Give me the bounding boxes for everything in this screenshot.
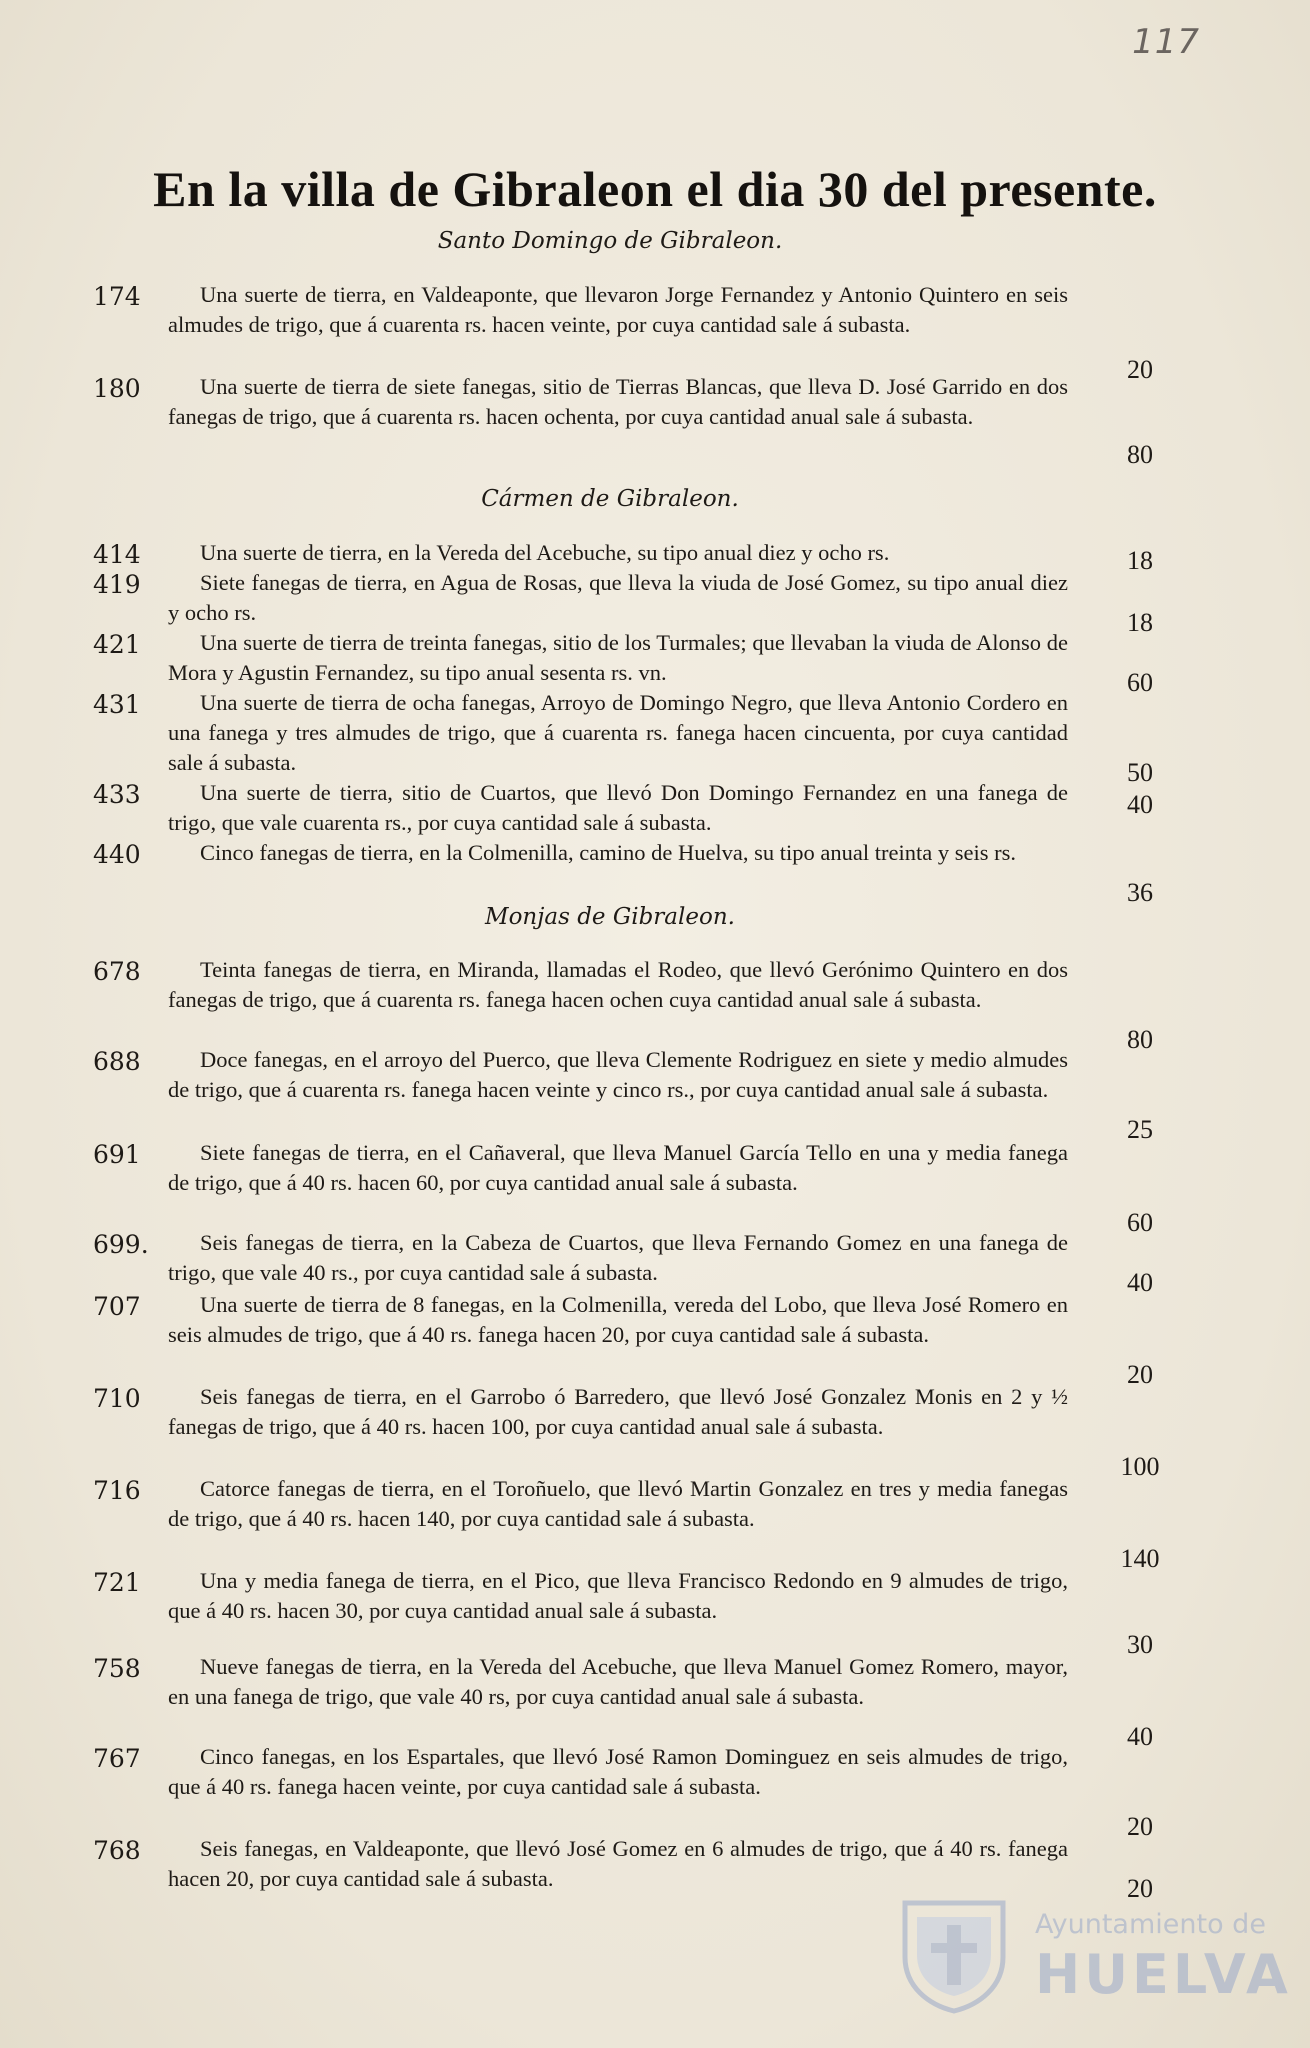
entry-number: 767	[93, 1744, 141, 1773]
entry-number: 691	[93, 1140, 141, 1169]
entry-text: Una y media fanega de tierra, en el Pico, que lleva Francisco Redondo en 9 almudes de trigo, que á 40 rs. hacen 30, por cuya cantidad anual sale á subasta.	[168, 1568, 1068, 1623]
entry-number: 768	[93, 1836, 141, 1865]
entry-amount: 18	[1127, 546, 1153, 575]
entry-amount: 140	[1120, 1544, 1160, 1573]
entry-amount: 50	[1127, 758, 1153, 787]
entry-number: 180	[93, 374, 141, 403]
entry-number: 678	[93, 957, 141, 986]
watermark-line1: Ayuntamiento de	[1035, 1909, 1266, 1940]
entry-amount: 60	[1127, 668, 1153, 697]
entry-text: Doce fanegas, en el arroyo del Puerco, que lleva Clemente Rodriguez en siete y medio almudes de trigo, que á cuarenta rs. fanega hacen veinte y cinco rs., por cuya cantidad anual sale á subasta.	[168, 1047, 1068, 1102]
entry-number: 174	[93, 282, 141, 311]
entry-text: Cinco fanegas de tierra, en la Colmenilla, camino de Huelva, su tipo anual treinta y seis rs.	[200, 840, 1016, 865]
entry-amount: 36	[1127, 878, 1153, 907]
coat-of-arms-icon	[895, 1895, 1013, 2015]
entry-text: Teinta fanegas de tierra, en Miranda, llamadas el Rodeo, que llevó Gerónimo Quintero en dos fanegas de trigo, que á cuarenta rs. fanega hacen ochen cuya cantidad anual sale á subasta.	[168, 957, 1068, 1012]
watermark-line2: HUELVA	[1035, 1943, 1292, 2006]
entry-number: 419	[93, 570, 141, 599]
entry-number: 710	[93, 1384, 141, 1413]
entry-amount: 25	[1127, 1115, 1153, 1144]
page-title: En la villa de Gibraleon el dia 30 del presente.	[153, 161, 1157, 217]
entry-amount: 20	[1127, 1874, 1153, 1903]
entry-amount: 20	[1127, 1360, 1153, 1389]
entry-text: Una suerte de tierra de 8 fanegas, en la Colmenilla, vereda del Lobo, que lleva José Romero en seis almudes de trigo, que á 40 rs. fanega hacen 20, por cuya cantidad sale á subasta.	[168, 1292, 1068, 1347]
entry-text: Catorce fanegas de tierra, en el Toroñuelo, que llevó Martin Gonzalez en tres y media fanegas de trigo, que á 40 rs. hacen 140, por cuya cantidad sale á subasta.	[168, 1476, 1068, 1531]
entry-text: Cinco fanegas, en los Espartales, que llevó José Ramon Dominguez en seis almudes de trigo, que á 40 rs. fanega hacen veinte, por cuya cantidad sale á subasta.	[168, 1744, 1068, 1799]
folio-number: 117	[1132, 22, 1200, 62]
entry-number: 431	[93, 690, 141, 719]
section-heading: Cármen de Gibraleon.	[481, 486, 739, 512]
entry-amount: 20	[1127, 355, 1153, 384]
entry-text: Una suerte de tierra de treinta fanegas, sitio de los Turmales; que llevaban la viuda de Alonso de Mora y Agustin Fernandez, su tipo anual sesenta rs. vn.	[168, 630, 1068, 685]
entry-text: Nueve fanegas de tierra, en la Vereda del Acebuche, que lleva Manuel Gomez Romero, mayor, en una fanega de trigo, que vale 40 rs, por cuya cantidad anual sale á subasta.	[168, 1654, 1068, 1709]
entry-number: 433	[93, 780, 141, 809]
entry-number: 721	[93, 1568, 141, 1597]
entry-number: 421	[93, 630, 141, 659]
entry-amount: 18	[1127, 608, 1153, 637]
entry-text: Una suerte de tierra de ocha fanegas, Arroyo de Domingo Negro, que lleva Antonio Cordero en una fanega y tres almudes de trigo, que á cuarenta rs. fanega hacen cincuenta, por cuya cantidad sale á subasta.	[168, 690, 1068, 775]
entry-number: 699.	[93, 1230, 149, 1259]
entry-amount: 100	[1120, 1452, 1160, 1481]
entry-amount: 40	[1127, 1722, 1153, 1751]
entry-amount: 80	[1127, 440, 1153, 469]
entry-amount: 80	[1127, 1025, 1153, 1054]
section-heading: Monjas de Gibraleon.	[485, 904, 735, 930]
entry-number: 414	[93, 540, 141, 569]
entry-number: 707	[93, 1292, 141, 1321]
entry-text: Una suerte de tierra, en Valdeaponte, que llevaron Jorge Fernandez y Antonio Quintero en seis almudes de trigo, que á cuarenta rs. hacen veinte, por cuya cantidad sale á subasta.	[168, 282, 1068, 337]
entry-amount: 60	[1127, 1208, 1153, 1237]
entry-text: Seis fanegas de tierra, en el Garrobo ó Barredero, que llevó José Gonzalez Monis en 2 y ½ fanegas de trigo, que á 40 rs. hacen 100, por cuya cantidad anual sale á subasta.	[168, 1384, 1068, 1439]
entry-amount: 30	[1127, 1630, 1153, 1659]
entry-number: 440	[93, 840, 141, 869]
entry-text: Una suerte de tierra, sitio de Cuartos, que llevó Don Domingo Fernandez en una fanega de trigo, que vale cuarenta rs., por cuya cantidad sale á subasta.	[168, 780, 1068, 835]
entry-text: Una suerte de tierra de siete fanegas, sitio de Tierras Blancas, que lleva D. José Garrido en dos fanegas de trigo, que á cuarenta rs. hacen ochenta, por cuya cantidad anual sale á subasta.	[168, 374, 1068, 429]
entry-text: Una suerte de tierra, en la Vereda del Acebuche, su tipo anual diez y ocho rs.	[200, 540, 890, 565]
entry-text: Siete fanegas de tierra, en el Cañaveral, que lleva Manuel García Tello en una y media fanega de trigo, que á 40 rs. hacen 60, por cuya cantidad anual sale á subasta.	[168, 1140, 1068, 1195]
entry-text: Seis fanegas de tierra, en la Cabeza de Cuartos, que lleva Fernando Gomez en una fanega de trigo, que vale 40 rs., por cuya cantidad sale á subasta.	[168, 1230, 1068, 1285]
section-heading: Santo Domingo de Gibraleon.	[437, 228, 783, 254]
entry-number: 688	[93, 1047, 141, 1076]
archive-watermark	[895, 1895, 1295, 2025]
entry-amount: 40	[1127, 790, 1153, 819]
entry-amount: 20	[1127, 1812, 1153, 1841]
entry-text: Siete fanegas de tierra, en Agua de Rosas, que lleva la viuda de José Gomez, su tipo anual diez y ocho rs.	[168, 570, 1068, 625]
entry-number: 758	[93, 1654, 141, 1683]
entry-amount: 40	[1127, 1268, 1153, 1297]
entry-number: 716	[93, 1476, 141, 1505]
entry-text: Seis fanegas, en Valdeaponte, que llevó José Gomez en 6 almudes de trigo, que á 40 rs. fanega hacen 20, por cuya cantidad sale á subasta.	[168, 1836, 1068, 1891]
